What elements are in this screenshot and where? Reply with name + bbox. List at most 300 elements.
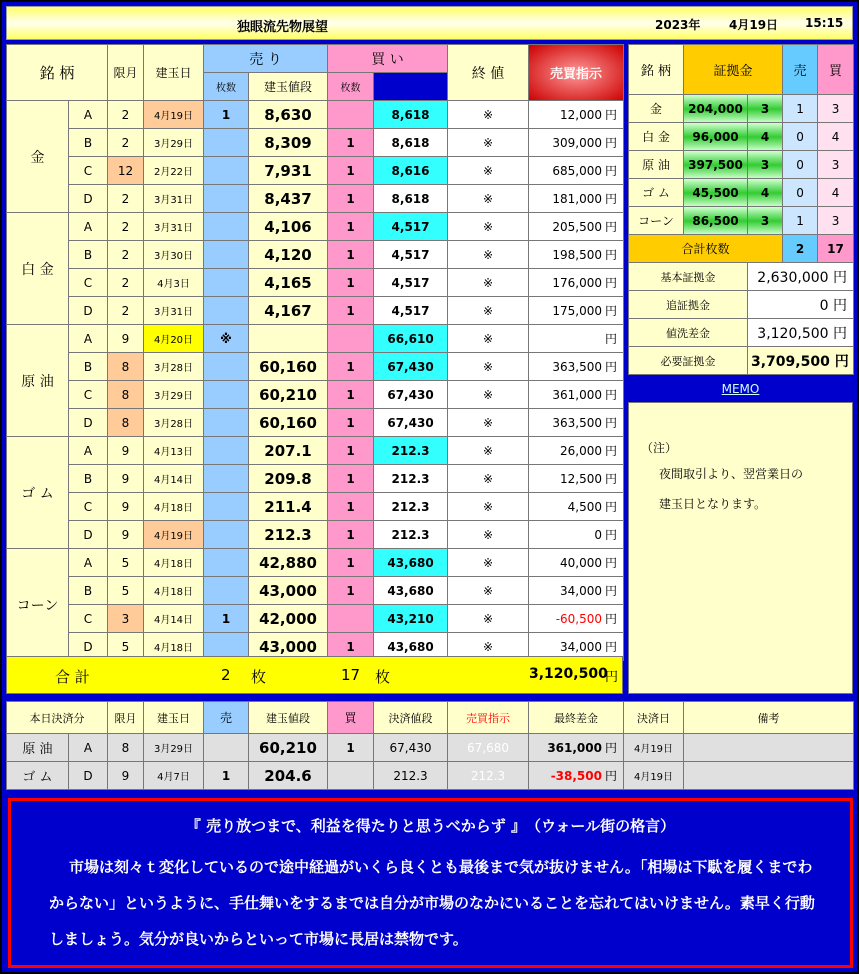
open-price: 4,165 xyxy=(249,269,328,297)
open-price: 4,120 xyxy=(249,241,328,269)
open-price: 60,160 xyxy=(249,409,328,437)
buy-count: 1 xyxy=(328,129,374,157)
margin-buy: 4 xyxy=(818,123,854,151)
diff-value xyxy=(529,185,624,213)
diff-amount: 0 xyxy=(594,528,603,542)
diff-value xyxy=(529,381,624,409)
margin-sell: 0 xyxy=(783,123,818,151)
position-row xyxy=(7,297,624,325)
open-price: 7,931 xyxy=(249,157,328,185)
margin-amount: 45,500 xyxy=(684,179,748,207)
position-row xyxy=(7,409,624,437)
signal-mark: ※ xyxy=(448,493,529,521)
margin-sell: 1 xyxy=(783,95,818,123)
open-date: 4月18日 xyxy=(144,577,204,605)
signal-mark: ※ xyxy=(448,129,529,157)
totals-row xyxy=(6,656,623,694)
col-month: 限月 xyxy=(108,45,144,101)
buy-count: 1 xyxy=(328,241,374,269)
open-date: 4月19日 xyxy=(144,101,204,129)
col-price: 建玉値段 xyxy=(249,73,328,101)
position-row xyxy=(7,101,624,129)
settle-sprice: 67,430 xyxy=(374,734,448,762)
open-price: 4,167 xyxy=(249,297,328,325)
margin-col-sell: 売 xyxy=(783,45,818,95)
signal-mark: ※ xyxy=(448,213,529,241)
diff-value xyxy=(529,577,624,605)
close-price: 4,517 xyxy=(374,213,448,241)
open-price: 212.3 xyxy=(249,521,328,549)
quote-title: 『 売り放つまで、利益を得たりと思うべからず 』 （ウォール街の格言） xyxy=(185,817,676,835)
diff-value xyxy=(529,101,624,129)
margin-total-buy: 17 xyxy=(818,235,854,263)
buy-count: 1 xyxy=(328,465,374,493)
diff-amount: -60,500 xyxy=(555,612,603,626)
col-buy: 買 い xyxy=(328,45,448,73)
contract-month: 9 xyxy=(108,493,144,521)
buy-count: 1 xyxy=(328,577,374,605)
position-row xyxy=(7,213,624,241)
settle-col-final: 最終差金 xyxy=(529,702,624,734)
close-price: 67,430 xyxy=(374,409,448,437)
signal-mark: ※ xyxy=(448,521,529,549)
settle-price: 204.6 xyxy=(249,762,328,790)
signal-mark: ※ xyxy=(448,381,529,409)
col-buy-count: 枚数 xyxy=(328,73,374,101)
margin-sell: 0 xyxy=(783,179,818,207)
signal-mark: ※ xyxy=(448,269,529,297)
contract-key: D xyxy=(69,185,108,213)
settle-brand: 原 油 xyxy=(7,734,69,762)
settle-final-unit: 円 xyxy=(604,769,617,783)
signal-mark: ※ xyxy=(448,605,529,633)
buy-count: 1 xyxy=(328,493,374,521)
contract-month: 2 xyxy=(108,297,144,325)
diff-unit: 円 xyxy=(605,220,618,234)
open-date: 3月30日 xyxy=(144,241,204,269)
contract-month: 2 xyxy=(108,185,144,213)
group-name: 原 油 xyxy=(7,325,69,437)
sell-count xyxy=(204,157,249,185)
settle-price: 60,210 xyxy=(249,734,328,762)
page-title: 独眼流先物展望 xyxy=(237,20,329,35)
contract-month: 8 xyxy=(108,381,144,409)
position-row xyxy=(7,269,624,297)
contract-month: 9 xyxy=(108,437,144,465)
contract-key: A xyxy=(69,101,108,129)
buy-count xyxy=(328,325,374,353)
sell-count: 1 xyxy=(204,605,249,633)
contract-key: B xyxy=(69,129,108,157)
diff-unit: 円 xyxy=(605,248,618,262)
sell-count xyxy=(204,521,249,549)
contract-key: C xyxy=(69,157,108,185)
margin-total-sell: 2 xyxy=(783,235,818,263)
settle-sprice: 212.3 xyxy=(374,762,448,790)
margin-sell: 1 xyxy=(783,207,818,235)
margin-col-deposit: 証拠金 xyxy=(684,45,783,95)
margin-amount: 204,000 xyxy=(684,95,748,123)
contract-month: 3 xyxy=(108,605,144,633)
diff-value xyxy=(529,297,624,325)
diff-unit: 円 xyxy=(605,108,618,122)
sell-count xyxy=(204,213,249,241)
contract-month: 5 xyxy=(108,549,144,577)
close-price: 8,618 xyxy=(374,101,448,129)
settle-col-date: 建玉日 xyxy=(144,702,204,734)
margin-brand: ゴ ム xyxy=(629,179,684,207)
diff-amount: 26,000 xyxy=(560,444,603,458)
diff-unit: 円 xyxy=(605,276,618,290)
sell-count xyxy=(204,493,249,521)
margin-sell: 0 xyxy=(783,151,818,179)
open-date: 3月29日 xyxy=(144,381,204,409)
settle-buy xyxy=(328,762,374,790)
signal-mark: ※ xyxy=(448,297,529,325)
settle-date: 3月29日 xyxy=(144,734,204,762)
close-price: 212.3 xyxy=(374,493,448,521)
position-row xyxy=(7,437,624,465)
signal-mark: ※ xyxy=(448,549,529,577)
buy-count: 1 xyxy=(328,185,374,213)
position-row xyxy=(7,157,624,185)
contract-key: A xyxy=(69,325,108,353)
extra-margin-value: 0 xyxy=(819,297,829,314)
settle-final-amount: 361,000 xyxy=(547,741,602,755)
basic-margin-value: 2,630,000 xyxy=(757,269,829,286)
settle-month: 9 xyxy=(108,762,144,790)
col-sell-count: 枚数 xyxy=(204,73,249,101)
contract-month: 8 xyxy=(108,353,144,381)
sell-count xyxy=(204,381,249,409)
diff-value xyxy=(529,241,624,269)
contract-key: A xyxy=(69,437,108,465)
totals-buy-unit: 枚 xyxy=(375,668,391,686)
position-row xyxy=(7,577,624,605)
settle-col-signal: 売買指示 xyxy=(448,702,529,734)
diff-value xyxy=(529,269,624,297)
contract-month: 12 xyxy=(108,157,144,185)
margin-row xyxy=(629,95,854,123)
open-date: 4月3日 xyxy=(144,269,204,297)
position-row xyxy=(7,185,624,213)
contract-key: C xyxy=(69,605,108,633)
contract-key: D xyxy=(69,297,108,325)
signal-mark: ※ xyxy=(448,465,529,493)
open-date: 3月31日 xyxy=(144,185,204,213)
open-price: 8,630 xyxy=(249,101,328,129)
group-name: 金 xyxy=(7,101,69,213)
open-price: 43,000 xyxy=(249,577,328,605)
diff-amount: 40,000 xyxy=(560,556,603,570)
settle-note xyxy=(684,734,854,762)
diff-value xyxy=(529,409,624,437)
sell-count xyxy=(204,241,249,269)
signal-mark: ※ xyxy=(448,633,529,661)
diff-amount: 363,500 xyxy=(552,360,603,374)
position-row xyxy=(7,129,624,157)
position-row xyxy=(7,465,624,493)
open-date: 4月14日 xyxy=(144,605,204,633)
open-date: 4月13日 xyxy=(144,437,204,465)
margin-row xyxy=(629,123,854,151)
position-row xyxy=(7,325,624,353)
contract-key: A xyxy=(69,549,108,577)
margin-count: 3 xyxy=(748,151,783,179)
diff-value xyxy=(529,129,624,157)
diff-value xyxy=(529,157,624,185)
diff-amount: 4,500 xyxy=(567,500,603,514)
title-bar xyxy=(6,6,853,40)
position-row xyxy=(7,549,624,577)
extra-margin-unit: 円 xyxy=(833,297,848,314)
close-price: 212.3 xyxy=(374,465,448,493)
memo-link[interactable]: MEMO xyxy=(628,378,853,400)
signal-header-button[interactable]: 売買指示 xyxy=(529,45,624,101)
diff-value xyxy=(529,437,624,465)
memo-line-1: （注） xyxy=(641,441,678,455)
totals-unit: 円 xyxy=(605,670,619,685)
signal-mark: ※ xyxy=(448,353,529,381)
margin-table xyxy=(628,44,854,375)
diff-unit: 円 xyxy=(605,388,618,402)
diff-amount: 12,000 xyxy=(560,108,603,122)
contract-key: B xyxy=(69,241,108,269)
basic-margin-label: 基本証拠金 xyxy=(629,263,748,291)
buy-count: 1 xyxy=(328,437,374,465)
buy-count: 1 xyxy=(328,521,374,549)
totals-buy: 17 xyxy=(341,666,361,684)
margin-row xyxy=(629,151,854,179)
sell-count: 1 xyxy=(204,101,249,129)
signal-mark: ※ xyxy=(448,325,529,353)
settle-key: A xyxy=(69,734,108,762)
diff-unit: 円 xyxy=(605,164,618,178)
settle-final-amount: -38,500 xyxy=(550,769,602,783)
margin-count: 3 xyxy=(748,207,783,235)
signal-mark: ※ xyxy=(448,409,529,437)
open-price: 8,309 xyxy=(249,129,328,157)
quote-box xyxy=(8,798,853,968)
close-price: 4,517 xyxy=(374,297,448,325)
diff-unit: 円 xyxy=(605,640,618,654)
buy-count: 1 xyxy=(328,297,374,325)
close-price: 43,210 xyxy=(374,605,448,633)
settle-col-month: 限月 xyxy=(108,702,144,734)
settle-sdate: 4月19日 xyxy=(624,734,684,762)
buy-count: 1 xyxy=(328,549,374,577)
diff-value xyxy=(529,325,624,353)
margin-diff-unit: 円 xyxy=(833,325,848,342)
sell-count xyxy=(204,577,249,605)
diff-unit: 円 xyxy=(605,528,618,542)
settle-col-sell: 売 xyxy=(204,702,249,734)
settle-col-sprice: 決済値段 xyxy=(374,702,448,734)
margin-count: 4 xyxy=(748,179,783,207)
diff-amount: 361,000 xyxy=(552,388,603,402)
signal-mark: ※ xyxy=(448,101,529,129)
margin-buy: 4 xyxy=(818,179,854,207)
diff-unit: 円 xyxy=(605,472,618,486)
sell-count xyxy=(204,129,249,157)
contract-month: 9 xyxy=(108,325,144,353)
buy-count xyxy=(328,605,374,633)
extra-margin-label: 追証拠金 xyxy=(629,291,748,319)
open-date: 4月20日 xyxy=(144,325,204,353)
diff-amount: 309,000 xyxy=(552,136,603,150)
margin-buy: 3 xyxy=(818,207,854,235)
header-date: 4月19日 xyxy=(729,18,779,32)
open-price xyxy=(249,325,328,353)
settle-date: 4月7日 xyxy=(144,762,204,790)
settle-col-price: 建玉値段 xyxy=(249,702,328,734)
diff-value xyxy=(529,465,624,493)
margin-total-label: 合計枚数 xyxy=(629,235,783,263)
margin-amount: 96,000 xyxy=(684,123,748,151)
margin-brand: 原 油 xyxy=(629,151,684,179)
memo-line-2: 夜間取引より、翌営業日の xyxy=(659,467,804,481)
need-margin-unit: 円 xyxy=(834,353,849,370)
open-date: 4月18日 xyxy=(144,633,204,661)
margin-count: 4 xyxy=(748,123,783,151)
open-price: 42,000 xyxy=(249,605,328,633)
position-row xyxy=(7,353,624,381)
buy-count xyxy=(328,101,374,129)
diff-amount: 181,000 xyxy=(552,192,603,206)
open-price: 42,880 xyxy=(249,549,328,577)
buy-count: 1 xyxy=(328,633,374,661)
margin-count: 3 xyxy=(748,95,783,123)
col-sell: 売 り xyxy=(204,45,328,73)
contract-month: 9 xyxy=(108,521,144,549)
contract-month: 9 xyxy=(108,465,144,493)
settle-sell xyxy=(204,734,249,762)
diff-unit: 円 xyxy=(605,332,618,346)
signal-mark: ※ xyxy=(448,185,529,213)
diff-unit: 円 xyxy=(605,136,618,150)
diff-unit: 円 xyxy=(605,612,618,626)
buy-count: 1 xyxy=(328,381,374,409)
settle-buy: 1 xyxy=(328,734,374,762)
open-date: 3月28日 xyxy=(144,409,204,437)
totals-diff: 3,120,500 xyxy=(529,666,608,682)
settle-final-unit: 円 xyxy=(604,741,617,755)
settle-key: D xyxy=(69,762,108,790)
diff-unit: 円 xyxy=(605,192,618,206)
header-time: 15:15 xyxy=(805,16,844,30)
diff-value xyxy=(529,605,624,633)
close-price: 8,616 xyxy=(374,157,448,185)
signal-mark: ※ xyxy=(448,157,529,185)
contract-key: B xyxy=(69,353,108,381)
diff-amount: 205,500 xyxy=(552,220,603,234)
diff-unit: 円 xyxy=(605,304,618,318)
need-margin-value: 3,709,500 xyxy=(751,353,830,370)
buy-count: 1 xyxy=(328,353,374,381)
open-date: 4月18日 xyxy=(144,493,204,521)
buy-count: 1 xyxy=(328,269,374,297)
contract-key: C xyxy=(69,493,108,521)
diff-unit: 円 xyxy=(605,360,618,374)
open-date: 4月18日 xyxy=(144,549,204,577)
settle-col-note: 備考 xyxy=(684,702,854,734)
sell-count xyxy=(204,353,249,381)
contract-month: 8 xyxy=(108,409,144,437)
margin-diff-value: 3,120,500 xyxy=(757,325,829,342)
sell-count xyxy=(204,297,249,325)
margin-col-buy: 買 xyxy=(818,45,854,95)
totals-sell-unit: 枚 xyxy=(251,668,267,686)
need-margin-label: 必要証拠金 xyxy=(629,347,748,375)
header-year: 2023年 xyxy=(655,18,701,32)
close-price: 8,618 xyxy=(374,129,448,157)
close-price: 4,517 xyxy=(374,269,448,297)
memo-box xyxy=(628,402,853,694)
signal-mark: ※ xyxy=(448,437,529,465)
open-date: 2月22日 xyxy=(144,157,204,185)
settle-note xyxy=(684,762,854,790)
diff-amount: 363,500 xyxy=(552,416,603,430)
sell-count xyxy=(204,185,249,213)
memo-line-3: 建玉日となります。 xyxy=(659,497,767,511)
position-row xyxy=(7,493,624,521)
group-name: ゴ ム xyxy=(7,437,69,549)
open-price: 60,210 xyxy=(249,381,328,409)
sell-count xyxy=(204,269,249,297)
group-name: コーン xyxy=(7,549,69,661)
margin-col-brand: 銘 柄 xyxy=(629,45,684,95)
sell-count: ※ xyxy=(204,325,249,353)
open-date: 4月14日 xyxy=(144,465,204,493)
open-date: 3月28日 xyxy=(144,353,204,381)
totals-sell: 2 xyxy=(221,666,231,684)
contract-key: D xyxy=(69,633,108,661)
close-price: 66,610 xyxy=(374,325,448,353)
margin-brand: 金 xyxy=(629,95,684,123)
settle-brand: ゴ ム xyxy=(7,762,69,790)
contract-month: 2 xyxy=(108,213,144,241)
totals-label: 合 計 xyxy=(55,668,90,686)
buy-count: 1 xyxy=(328,213,374,241)
sell-count xyxy=(204,549,249,577)
diff-unit: 円 xyxy=(605,556,618,570)
diff-amount: 685,000 xyxy=(552,164,603,178)
settle-signal: 212.3 xyxy=(448,762,529,790)
signal-mark: ※ xyxy=(448,241,529,269)
open-price: 209.8 xyxy=(249,465,328,493)
margin-row xyxy=(629,179,854,207)
diff-value xyxy=(529,213,624,241)
diff-unit: 円 xyxy=(605,444,618,458)
contract-month: 2 xyxy=(108,269,144,297)
close-price: 43,680 xyxy=(374,577,448,605)
positions-table xyxy=(6,44,624,661)
margin-buy: 3 xyxy=(818,95,854,123)
margin-brand: 白 金 xyxy=(629,123,684,151)
open-date: 4月19日 xyxy=(144,521,204,549)
margin-diff-label: 値洗差金 xyxy=(629,319,748,347)
diff-value xyxy=(529,493,624,521)
settle-row xyxy=(7,734,854,762)
close-price: 43,680 xyxy=(374,633,448,661)
open-price: 4,106 xyxy=(249,213,328,241)
close-price: 67,430 xyxy=(374,381,448,409)
diff-amount: 34,000 xyxy=(560,640,603,654)
position-row xyxy=(7,381,624,409)
contract-month: 5 xyxy=(108,633,144,661)
margin-amount: 86,500 xyxy=(684,207,748,235)
buy-count: 1 xyxy=(328,409,374,437)
